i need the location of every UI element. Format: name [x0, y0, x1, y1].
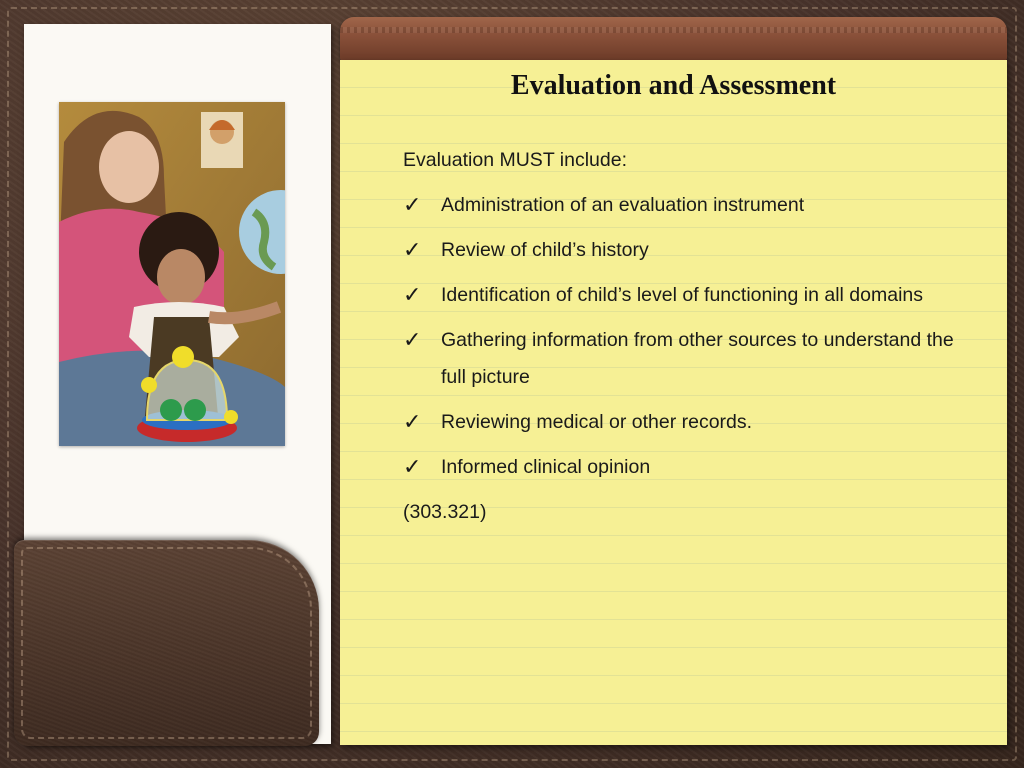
list-item-text: Gathering information from other sources to understand the full picture — [441, 329, 954, 388]
list-item-text: Identification of child’s level of functioning in all domains — [441, 284, 924, 306]
checkmark-icon: ✓ — [403, 238, 422, 263]
content-area — [403, 142, 963, 531]
list-item — [403, 449, 963, 486]
list-item-text: Administration of an evaluation instrument — [441, 194, 805, 216]
list-item-text: Review of child’s history — [441, 239, 649, 261]
legal-pad-binding — [340, 17, 1007, 61]
list-item-text: Informed clinical opinion — [441, 456, 651, 478]
intro-text: Evaluation MUST include: — [403, 149, 628, 171]
list-item — [403, 404, 963, 441]
list-item-text: Reviewing medical or other records. — [441, 411, 753, 433]
list-item — [403, 277, 963, 314]
citation: (303.321) — [403, 501, 487, 523]
checkmark-icon: ✓ — [403, 455, 422, 480]
slide-title: Evaluation and Assessment — [510, 70, 837, 101]
checkmark-icon: ✓ — [403, 410, 422, 435]
checkmark-icon: ✓ — [403, 283, 422, 308]
photo-woman-with-toddler — [59, 102, 285, 446]
list-item — [403, 187, 963, 224]
checkmark-icon: ✓ — [403, 193, 422, 218]
checkmark-icon: ✓ — [403, 328, 422, 353]
list-item — [403, 232, 963, 269]
leather-pocket — [14, 540, 319, 746]
list-item — [403, 322, 963, 396]
